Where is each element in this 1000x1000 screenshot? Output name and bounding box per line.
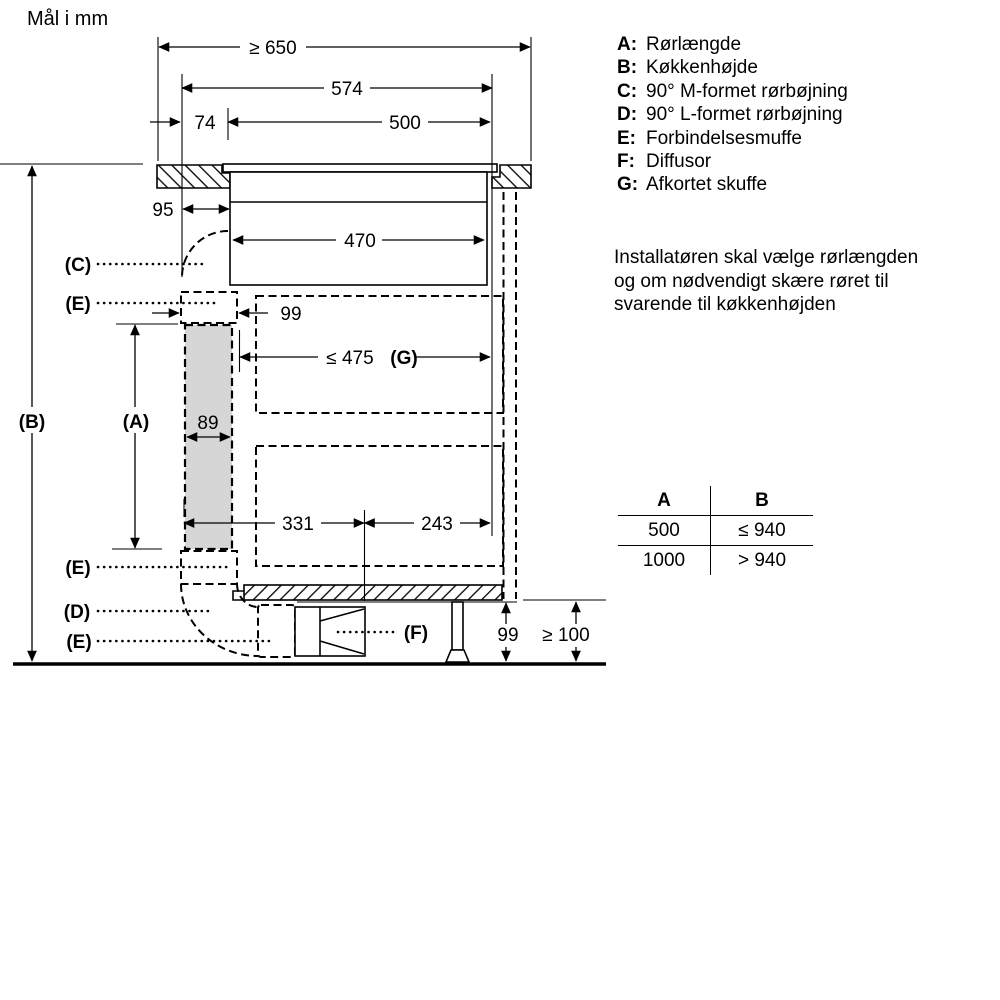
hob-body <box>230 172 487 285</box>
table-cell: ≤ 940 <box>710 516 813 546</box>
legend-label: Forbindelsesmuffe <box>646 127 802 149</box>
table-header-a: A <box>618 486 710 516</box>
table-cell: 1000 <box>642 550 686 571</box>
note-line: svarende til køkkenhøjden <box>614 294 836 316</box>
label-c: (C) <box>64 255 92 276</box>
dim-worktop-min-width: ≥ 650 <box>249 38 297 59</box>
label-a: (A) <box>122 412 150 433</box>
dim-body-width: 470 <box>344 231 376 252</box>
label-e-lower: (E) <box>66 632 92 653</box>
table-header-b: B <box>710 486 813 516</box>
label-d: (D) <box>63 602 91 623</box>
note-line: og om nødvendigt skære røret til <box>614 270 889 292</box>
legend-label: Køkkenhøjde <box>646 57 758 79</box>
legend-key: E: <box>617 127 636 149</box>
label-e-upper: (E) <box>65 294 91 315</box>
connector-sleeve-upper <box>181 292 237 323</box>
hob-top-plate <box>223 164 497 172</box>
table-cell: 500 <box>618 516 710 546</box>
hob <box>230 172 487 285</box>
table-cell: > 940 <box>710 546 813 575</box>
legend-key: D: <box>617 104 638 126</box>
legend-key: G: <box>617 174 639 196</box>
cabinet-shelf <box>244 585 502 600</box>
dim-plinth-height: 99 <box>497 625 519 646</box>
legend-key: F: <box>617 151 635 173</box>
label-b: (B) <box>18 412 46 433</box>
page-title: Mål i mm <box>27 8 109 30</box>
dim-pipe-to-center: 331 <box>282 514 314 535</box>
label-backgrounds <box>13 37 601 647</box>
dim-center-to-side: 243 <box>421 514 453 535</box>
legend-label: Afkortet skuffe <box>646 174 768 196</box>
dim-cutout-width: 500 <box>389 113 421 134</box>
note-line: Installatøren skal vælge rørlængden <box>614 247 919 268</box>
dim-pipe-width: 89 <box>197 413 219 434</box>
worktop-right-section <box>492 165 531 188</box>
dimension-lines <box>32 47 576 661</box>
worktop-left-section <box>157 165 230 188</box>
diffusor-body <box>295 607 365 656</box>
connector-sleeve-lower <box>258 605 295 657</box>
legend-key: C: <box>617 80 638 102</box>
label-f: (F) <box>403 623 429 644</box>
m-bend-pipe <box>182 231 228 277</box>
dim-floor-clearance: ≥ 100 <box>542 625 590 646</box>
legend-label: 90° L-formet rørbøjning <box>646 104 843 126</box>
legend-label: 90° M-formet rørbøjning <box>646 80 848 102</box>
legend-label: Diffusor <box>646 151 712 173</box>
dim-sleeve-width: 99 <box>280 304 302 325</box>
dim-edge-offset: 74 <box>194 113 216 134</box>
legend-key: A: <box>617 34 638 55</box>
dim-hob-width: 574 <box>331 79 363 100</box>
legend-key: B: <box>617 57 638 79</box>
label-e-mid: (E) <box>65 558 91 579</box>
leg <box>452 602 463 650</box>
dim-drawer-ref: (G) <box>390 348 418 369</box>
dim-left-clearance: 95 <box>152 200 174 221</box>
diffusor <box>295 607 365 656</box>
drawer-box-lower <box>256 446 503 566</box>
legend-label: Rørlængde <box>646 34 742 55</box>
dim-drawer-max-depth: ≤ 475 <box>326 348 374 369</box>
leg-foot <box>446 650 469 662</box>
